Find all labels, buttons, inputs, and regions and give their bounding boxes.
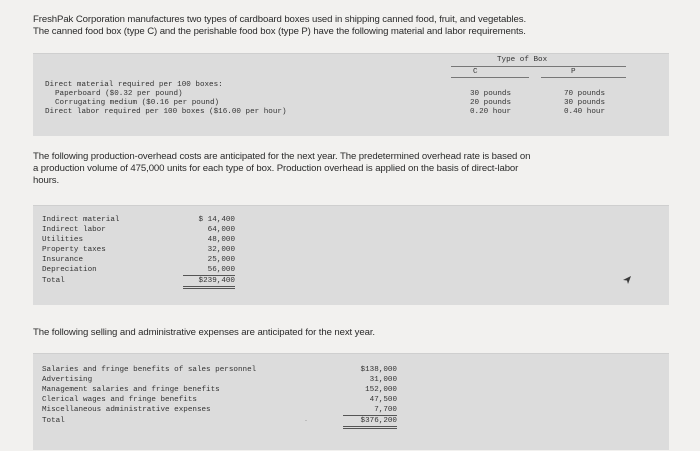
type-of-box-header: Type of Box bbox=[497, 56, 548, 64]
overhead-value: 32,000 bbox=[207, 246, 235, 254]
materials-p-value: 70 pounds bbox=[563, 90, 605, 98]
overhead-row-label: Utilities bbox=[42, 236, 84, 244]
column-c-header: C bbox=[473, 68, 478, 76]
materials-c-value: 20 pounds bbox=[469, 99, 511, 107]
overhead-value: 48,000 bbox=[207, 236, 235, 244]
cursor-arrow-icon bbox=[622, 275, 632, 285]
intro-line-2: The canned food box (type C) and the perishable food box (type P) have the following material and labor requirements. bbox=[33, 26, 526, 37]
selling-total-label: Total bbox=[42, 417, 65, 425]
selling-value: 7,700 bbox=[343, 406, 397, 416]
materials-c-value: 0.20 hour bbox=[469, 108, 511, 116]
selling-row-label: Miscellaneous administrative expenses bbox=[42, 406, 211, 414]
overhead-total-value: $239,400 bbox=[183, 277, 235, 289]
selling-row-label: Advertising bbox=[42, 376, 93, 384]
intro-line-1: FreshPak Corporation manufactures two types of cardboard boxes used in shipping canned food, fruit, and vegetables. bbox=[33, 14, 527, 25]
selling-row-label: Clerical wages and fringe benefits bbox=[42, 396, 197, 404]
selling-table bbox=[33, 353, 669, 450]
materials-row-label: Direct material required per 100 boxes: bbox=[45, 81, 223, 89]
overhead-row-label: Depreciation bbox=[42, 266, 97, 274]
selling-row-label: Management salaries and fringe benefits bbox=[42, 386, 220, 394]
column-p-rule bbox=[541, 77, 626, 78]
overhead-value: 25,000 bbox=[207, 256, 235, 264]
selling-value: 152,000 bbox=[365, 386, 397, 394]
overhead-value: 56,000 bbox=[183, 266, 235, 276]
overhead-text-line-1: The following production-overhead costs are anticipated for the next year. The predetermined overhead rate is based on bbox=[33, 151, 531, 162]
selling-value: $138,000 bbox=[360, 366, 397, 374]
materials-row-label: Direct labor required per 100 boxes ($16.00 per hour) bbox=[45, 108, 287, 116]
overhead-table bbox=[33, 205, 669, 305]
overhead-row-label: Indirect labor bbox=[42, 226, 106, 234]
overhead-value: 64,000 bbox=[207, 226, 235, 234]
overhead-text-line-3: hours. bbox=[33, 175, 60, 186]
selling-dot-marker: · bbox=[305, 418, 307, 424]
materials-row-label: Corrugating medium ($0.16 per pound) bbox=[55, 99, 220, 107]
materials-p-value: 30 pounds bbox=[563, 99, 605, 107]
column-p-header: P bbox=[571, 68, 576, 76]
overhead-value: $ 14,400 bbox=[198, 216, 235, 224]
type-header-rule bbox=[451, 66, 626, 67]
selling-row-label: Salaries and fringe benefits of sales personnel bbox=[42, 366, 257, 374]
selling-value: 47,500 bbox=[369, 396, 397, 404]
selling-text: The following selling and administrative expenses are anticipated for the next year. bbox=[33, 327, 375, 338]
overhead-row-label: Indirect material bbox=[42, 216, 120, 224]
selling-value: 31,000 bbox=[369, 376, 397, 384]
overhead-row-label: Insurance bbox=[42, 256, 84, 264]
materials-table bbox=[33, 53, 669, 136]
overhead-row-label: Property taxes bbox=[42, 246, 106, 254]
selling-total-value: $376,200 bbox=[343, 417, 397, 429]
column-c-rule bbox=[451, 77, 529, 78]
overhead-text-line-2: a production volume of 475,000 units for each type of box. Production overhead is applied on the basis of direct-labor bbox=[33, 163, 519, 174]
materials-row-label: Paperboard ($0.32 per pound) bbox=[55, 90, 183, 98]
materials-c-value: 30 pounds bbox=[469, 90, 511, 98]
overhead-total-label: Total bbox=[42, 277, 65, 285]
materials-p-value: 0.40 hour bbox=[563, 108, 605, 116]
